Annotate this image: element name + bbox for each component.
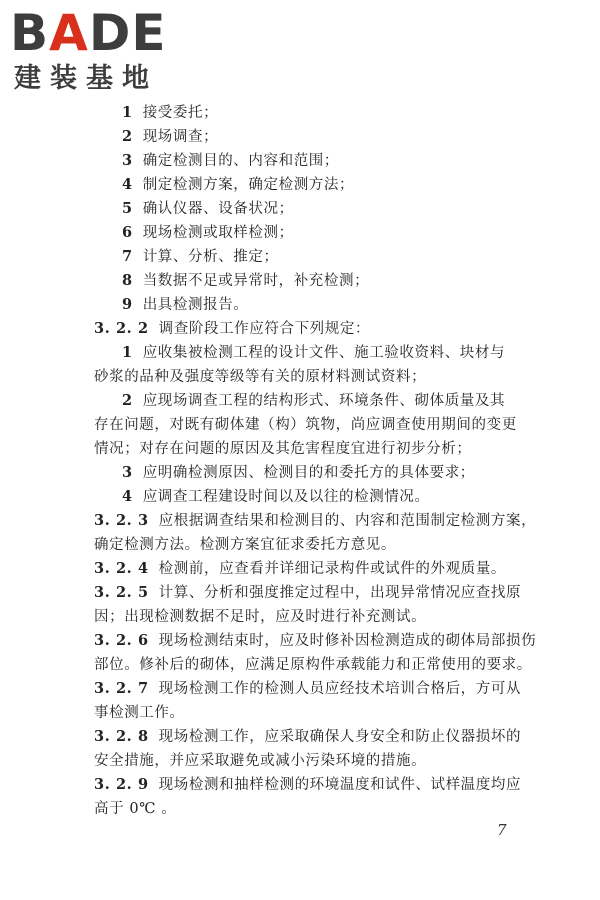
line-text: 出具检测报告。	[142, 297, 249, 313]
item-number: 3. 2. 8	[94, 728, 149, 745]
item-number: 3. 2. 2	[94, 320, 149, 337]
item-number: 3	[122, 464, 133, 481]
line-text: 确认仪器、设备状况；	[142, 201, 294, 217]
step-item	[122, 103, 218, 123]
page-number: 7	[497, 821, 507, 839]
logo-subtitle: 建装基地	[14, 63, 158, 94]
line-text: 确定检测目的、内容和范围；	[142, 153, 340, 169]
line-text: 接受委托；	[142, 105, 219, 121]
line-text: 现场检测和抽样检测的环境温度和试件、试样温度均应	[158, 777, 522, 793]
clause	[94, 511, 536, 531]
step-item	[122, 175, 354, 195]
item-number: 1	[122, 344, 133, 361]
clause-3-2-2-item-cont	[94, 439, 472, 459]
clause	[94, 679, 521, 699]
line-text: 当数据不足或异常时，补充检测；	[142, 273, 370, 289]
line-text: 应明确检测原因、检测目的和委托方的具体要求；	[142, 465, 475, 481]
line-text: 检测前，应查看并详细记录构件或试件的外观质量。	[158, 561, 506, 577]
clause-3-2-2-item-cont	[94, 367, 426, 387]
step-item	[122, 223, 294, 243]
step-item	[122, 271, 369, 291]
line-text: 应收集被检测工程的设计文件、施工验收资料、块材与	[142, 345, 506, 361]
clause-3-2-2-item	[122, 391, 505, 411]
clause-cont	[94, 751, 426, 771]
clause	[94, 559, 506, 579]
line-text: 计算、分析和强度推定过程中，出现异常情况应查找原	[158, 585, 522, 601]
line-text: 调查阶段工作应符合下列规定：	[158, 321, 371, 337]
step-item	[122, 295, 248, 315]
line-text: 计算、分析、推定；	[142, 249, 279, 265]
line-text: 现场检测结束时，应及时修补因检测造成的砌体局部损伤	[158, 633, 537, 649]
logo-wordmark: BADE	[10, 4, 167, 62]
item-number: 3. 2. 5	[94, 584, 149, 601]
step-item	[122, 127, 218, 147]
clause-3-2-2-item-cont	[94, 415, 517, 435]
line-text: 存在问题，对既有砌体建（构）筑物，尚应调查使用期间的变更	[94, 417, 517, 433]
line-text: 事检测工作。	[94, 705, 185, 721]
step-item	[122, 151, 339, 171]
item-number: 2	[122, 392, 133, 409]
clause-3-2-2	[94, 319, 370, 339]
line-text: 现场检测工作的检测人员应经技术培训合格后，方可从	[158, 681, 522, 697]
line-text: 因；出现检测数据不足时，应及时进行补充测试。	[94, 609, 427, 625]
line-text: 部位。修补后的砌体，应满足原构件承载能力和正常使用的要求。	[94, 657, 532, 673]
line-text: 情况；对存在问题的原因及其危害程度宜进行初步分析；	[94, 441, 472, 457]
item-number: 4	[122, 488, 133, 505]
clause-cont	[94, 655, 532, 675]
item-number: 3. 2. 4	[94, 560, 149, 577]
item-number: 6	[122, 224, 133, 241]
line-text: 高于 0℃ 。	[94, 801, 177, 817]
clause-cont	[94, 703, 185, 723]
line-text: 现场调查；	[142, 129, 219, 145]
item-number: 8	[122, 272, 133, 289]
clause	[94, 583, 521, 603]
clause-3-2-2-item	[122, 463, 475, 483]
item-number: 3. 2. 7	[94, 680, 149, 697]
line-text: 应调查工程建设时间以及以往的检测情况。	[142, 489, 430, 505]
item-number: 7	[122, 248, 133, 265]
item-number: 9	[122, 296, 133, 313]
line-text: 砂浆的品种及强度等级等有关的原材料测试资料；	[94, 369, 427, 385]
line-text: 安全措施，并应采取避免或减小污染环境的措施。	[94, 753, 427, 769]
step-item	[122, 199, 294, 219]
clause-cont	[94, 799, 176, 819]
clause-cont	[94, 535, 396, 555]
clause	[94, 775, 521, 795]
clause	[94, 727, 521, 747]
line-text: 现场检测工作，应采取确保人身安全和防止仪器损坏的	[158, 729, 522, 745]
bade-logo	[10, 6, 180, 98]
item-number: 3. 2. 6	[94, 632, 149, 649]
step-item	[122, 247, 279, 267]
item-number: 3	[122, 152, 133, 169]
clause-3-2-2-item	[122, 487, 430, 507]
line-text: 确定检测方法。检测方案宜征求委托方意见。	[94, 537, 396, 553]
line-text: 应根据调查结果和检测目的、内容和范围制定检测方案，	[158, 513, 537, 529]
clause-3-2-2-item	[122, 343, 505, 363]
clause-cont	[94, 607, 426, 627]
line-text: 应现场调查工程的结构形式、环境条件、砌体质量及其	[142, 393, 506, 409]
line-text: 制定检测方案，确定检测方法；	[142, 177, 355, 193]
item-number: 2	[122, 128, 133, 145]
item-number: 5	[122, 200, 133, 217]
item-number: 4	[122, 176, 133, 193]
clause	[94, 631, 536, 651]
item-number: 1	[122, 104, 133, 121]
item-number: 3. 2. 9	[94, 776, 149, 793]
line-text: 现场检测或取样检测；	[142, 225, 294, 241]
item-number: 3. 2. 3	[94, 512, 149, 529]
